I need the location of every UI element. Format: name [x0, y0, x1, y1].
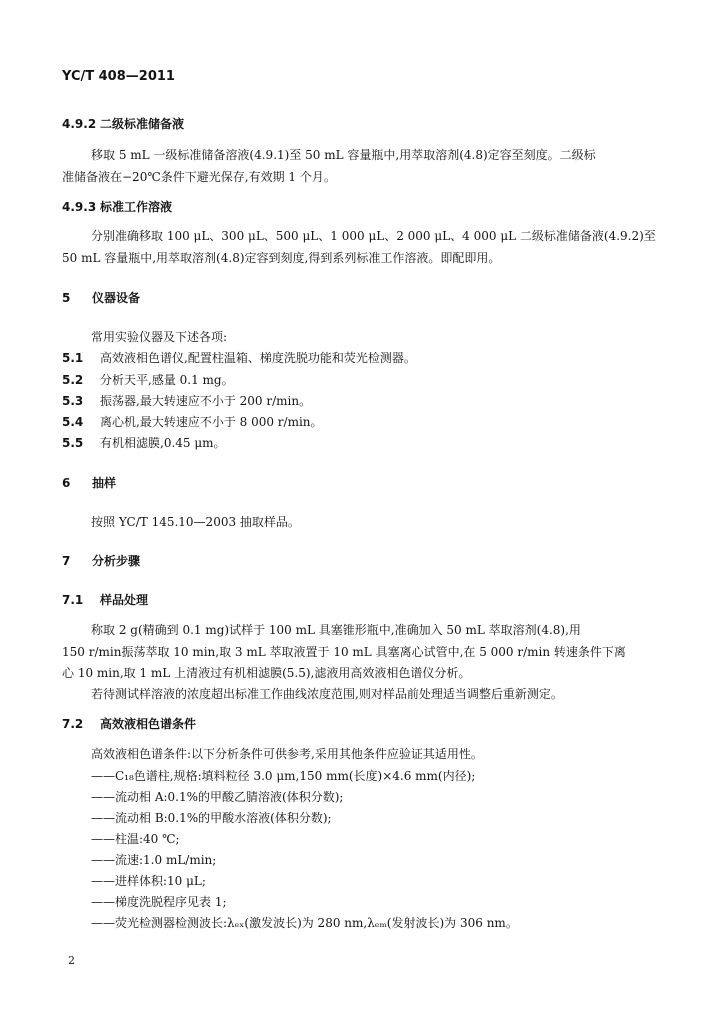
list-item: 5.5 有机相滤膜,0.45 μm。 — [62, 436, 226, 450]
list-item: ——梯度洗脱程序见表 1; — [91, 895, 227, 909]
standard-number: YC/T 408—2011 — [62, 69, 175, 84]
section-number: 7 — [62, 554, 71, 568]
list-item: ——荧光检测器检测波长:λₑₓ(激发波长)为 280 nm,λₑₘ(发射波长)为 306 nm。 — [91, 916, 518, 930]
section-5-heading — [62, 290, 140, 306]
list-item: 5.1 高效液相色谱仪,配置柱温箱、梯度洗脱功能和荧光检测器。 — [62, 351, 416, 365]
paragraph-line: 准储备液在−20℃条件下避光保存,有效期 1 个月。 — [62, 170, 336, 184]
paragraph-line: 称取 2 g(精确到 0.1 mg)试样于 100 mL 具塞锥形瓶中,准确加入 50 mL 萃取溶剂(4.8),用 — [91, 623, 581, 637]
list-item: ——流动相 B:0.1%的甲酸水溶液(体积分数); — [91, 811, 332, 825]
paragraph-line: 移取 5 mL 一级标准储备溶液(4.9.1)至 50 mL 容量瓶中,用萃取溶剂(4.8)定容至刻度。二级标 — [91, 148, 596, 162]
paragraph-line: 心 10 min,取 1 mL 上清液过有机相滤膜(5.5),滤液用高效液相色谱仪分析。 — [62, 666, 471, 680]
paragraph-line: 若待测试样溶液的浓度超出标准工作曲线浓度范围,则对样品前处理适当调整后重新测定。 — [91, 687, 563, 701]
section-7-heading — [62, 553, 140, 569]
section-number: 5 — [62, 291, 71, 305]
section-number: 4.9.2 — [62, 117, 97, 131]
list-item: 5.3 振荡器,最大转速应不小于 200 r/min。 — [62, 394, 312, 408]
section-title: 二级标准储备液 — [100, 117, 185, 131]
list-item: 5.4 离心机,最大转速应不小于 8 000 r/min。 — [62, 415, 323, 429]
section-title: 抽样 — [92, 476, 117, 490]
section-number: 6 — [62, 476, 71, 490]
paragraph-line: 高效液相色谱条件:以下分析条件可供参考,采用其他条件应验证其适用性。 — [91, 747, 483, 761]
section-title: 分析步骤 — [92, 554, 141, 568]
paragraph-line: 按照 YC/T 145.10—2003 抽取样品。 — [91, 515, 300, 529]
section-4-9-3-heading — [62, 199, 172, 215]
paragraph-line: 常用实验仪器及下述各项: — [91, 330, 228, 344]
section-6-heading — [62, 475, 116, 491]
list-item: ——流动相 A:0.1%的甲酸乙腈溶液(体积分数); — [91, 790, 344, 804]
paragraph-line: 分别准确移取 100 μL、300 μL、500 μL、1 000 μL、2 000 μL、4 000 μL 二级标准储备液(4.9.2)至 — [91, 229, 656, 243]
list-item: ——柱温:40 ℃; — [91, 832, 180, 846]
section-7-1-heading — [62, 592, 148, 608]
list-item: ——进样体积:10 μL; — [91, 874, 206, 888]
section-number: 7.1 — [62, 593, 84, 607]
section-title: 仪器设备 — [92, 291, 141, 305]
section-7-2-heading — [62, 716, 196, 732]
paragraph-line: 50 mL 容量瓶中,用萃取溶剂(4.8)定容到刻度,得到系列标准工作溶液。即配即用。 — [62, 251, 501, 265]
section-number: 7.2 — [62, 717, 84, 731]
section-4-9-2-heading — [62, 116, 184, 132]
list-item: ——C₁₈色谱柱,规格:填料粒径 3.0 μm,150 mm(长度)×4.6 mm(内径); — [91, 769, 476, 783]
list-item: 5.2 分析天平,感量 0.1 mg。 — [62, 373, 234, 387]
list-item: ——流速:1.0 mL/min; — [91, 853, 217, 867]
section-title: 标准工作溶液 — [100, 200, 173, 214]
section-title: 样品处理 — [100, 593, 149, 607]
section-number: 4.9.3 — [62, 200, 97, 214]
section-title: 高效液相色谱条件 — [100, 717, 197, 731]
page-number: 2 — [68, 954, 75, 967]
paragraph-line: 150 r/min振荡萃取 10 min,取 3 mL 萃取液置于 10 mL 具塞离心试管中,在 5 000 r/min 转速条件下离 — [62, 645, 626, 659]
